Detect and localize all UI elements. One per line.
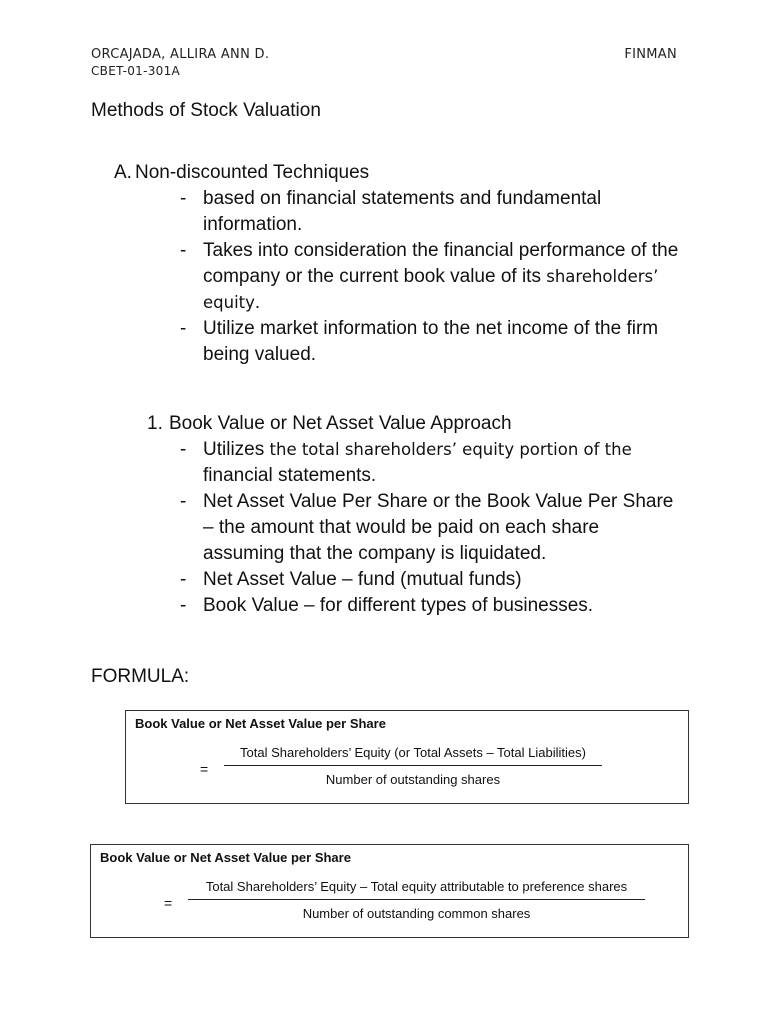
bullet-dash: - (180, 188, 187, 209)
section-1-heading-text: Book Value or Net Asset Value Approach (169, 413, 512, 434)
formula-label: FORMULA: (91, 666, 190, 687)
section-1-bullet-list (180, 437, 680, 619)
list-item (180, 316, 680, 368)
section-a-marker: A. (114, 162, 132, 183)
bullet-text-end: financial statements. (203, 465, 377, 486)
list-item (180, 186, 680, 238)
fraction-bar (224, 765, 602, 766)
list-item (180, 567, 680, 593)
bullet-dash: - (180, 569, 187, 590)
bullet-emphasis: the total shareholders’ equity portion of the (269, 440, 632, 459)
bullet-dash: - (180, 491, 187, 512)
formula-denominator: Number of outstanding shares (325, 772, 501, 787)
formula-box-common-equity (90, 844, 689, 938)
bullet-text: Utilizes (203, 439, 270, 460)
list-item (180, 489, 680, 567)
bullet-text: Utilize market information to the net income of the firm being valued. (203, 318, 659, 365)
bullet-dash: - (180, 240, 187, 261)
subject-code: FINMAN (624, 47, 677, 62)
bullet-dash: - (180, 595, 187, 616)
bullet-text: based on financial statements and fundamental information. (203, 188, 602, 235)
list-item (180, 238, 680, 316)
class-section: CBET-01-301A (91, 64, 181, 78)
equals-sign: = (164, 895, 173, 911)
bullet-dash: - (180, 318, 187, 339)
fraction-bar (188, 899, 645, 900)
bullet-text: Net Asset Value Per Share or the Book Value Per Share – the amount that would be paid on each share assuming that the company is liquidated. (203, 491, 674, 564)
bullet-text: Net Asset Value – fund (mutual funds) (203, 569, 522, 590)
section-1-heading (147, 413, 512, 435)
author-name: ORCAJADA, ALLIRA ANN D. (91, 47, 270, 62)
formula-title: Book Value or Net Asset Value per Share (135, 716, 386, 731)
section-a-bullet-list (180, 186, 680, 368)
formula-numerator: Total Shareholders’ Equity (or Total Assets – Total Liabilities) (240, 745, 586, 760)
formula-box-total-equity (125, 710, 689, 804)
formula-title: Book Value or Net Asset Value per Share (100, 850, 351, 865)
formula-denominator: Number of outstanding common shares (302, 906, 531, 921)
formula-numerator: Total Shareholders’ Equity – Total equity attributable to preference shares (205, 879, 628, 894)
section-a-heading-text: Non-discounted Techniques (135, 162, 370, 183)
section-1-marker: 1. (147, 413, 163, 434)
document-title: Methods of Stock Valuation (91, 100, 321, 121)
bullet-dash: - (180, 439, 187, 460)
bullet-text: Book Value – for different types of businesses. (203, 595, 594, 616)
list-item (180, 437, 680, 489)
bullet-text: Takes into consideration the financial performance of the company or the current book value of its (203, 240, 679, 287)
section-a-heading (114, 162, 369, 184)
bullet-emphasis: shareholders’ equity (203, 267, 659, 312)
bullet-text-end: . (254, 292, 261, 313)
equals-sign: = (200, 761, 209, 777)
list-item (180, 593, 680, 619)
